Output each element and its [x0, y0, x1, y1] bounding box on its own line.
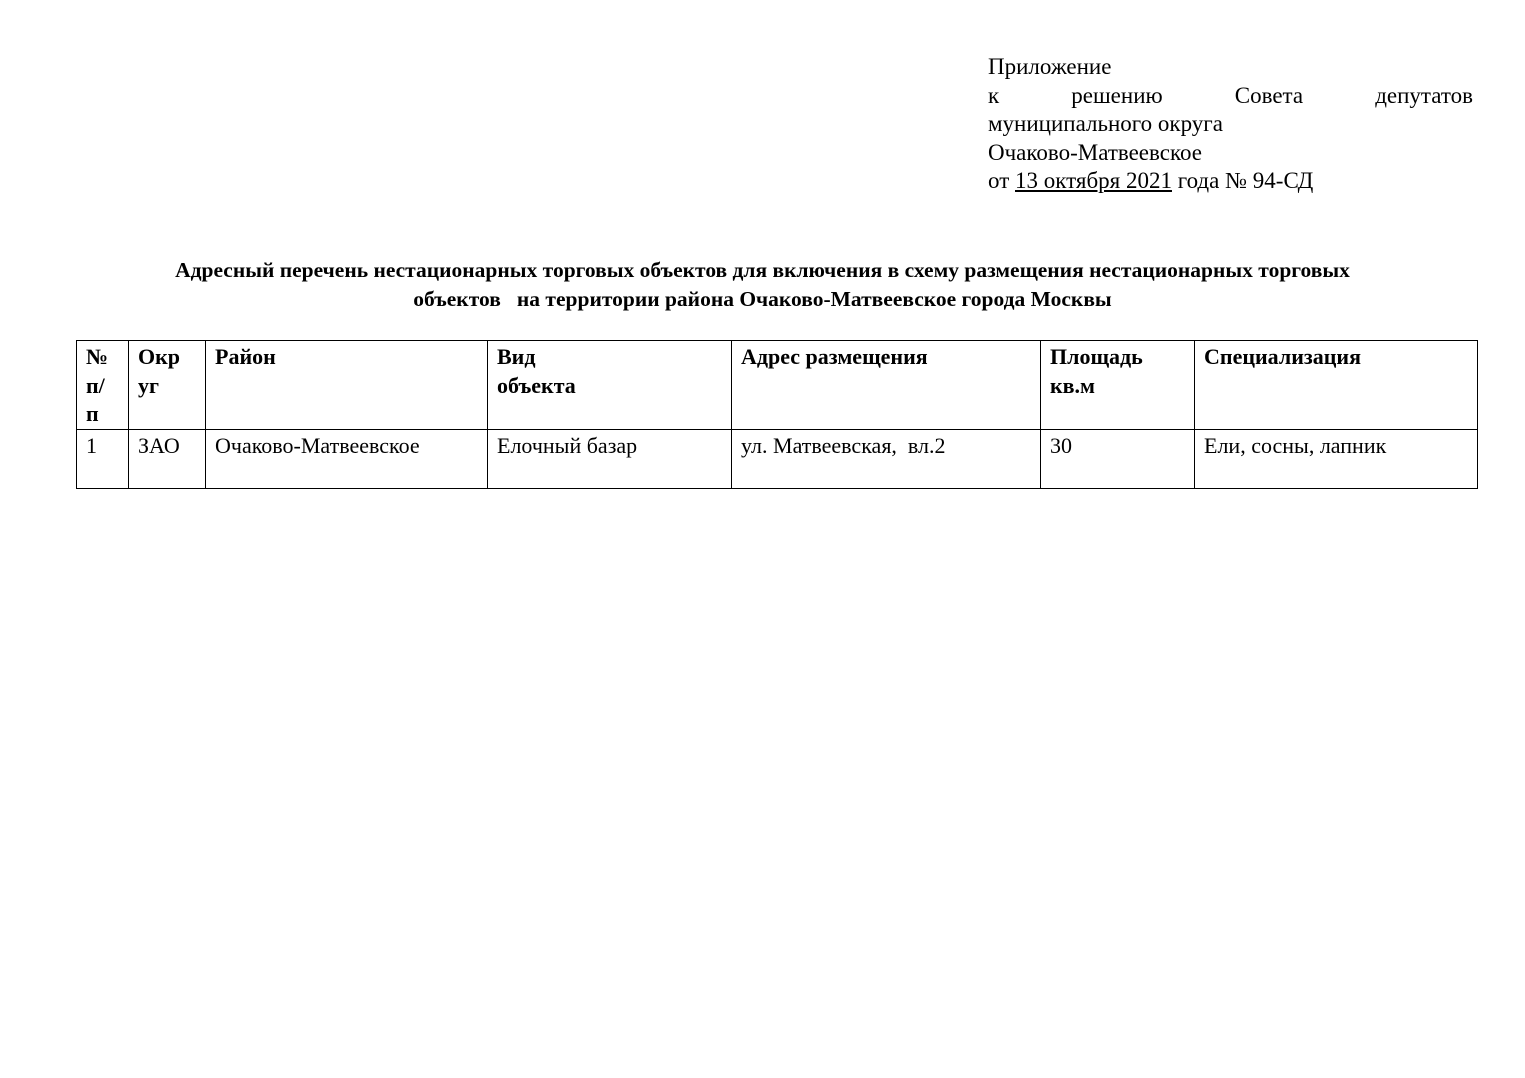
objects-table [76, 340, 1478, 489]
appendix-municipal-line: муниципального округа [988, 111, 1223, 136]
cell-specialization: Ели, сосны, лапник [1195, 429, 1478, 488]
appendix-word: депутатов [1375, 82, 1473, 108]
cell-object-type: Елочный базар [488, 429, 732, 488]
cell-number: 1 [77, 429, 129, 488]
appendix-date-line [988, 167, 1473, 196]
document-title-line-2: объектов на территории района Очаково-Матвеевское города Москвы [413, 287, 1112, 311]
header-rayon: Район [206, 341, 488, 430]
appendix-word: Совета [1234, 82, 1304, 108]
header-object-type: Вид объекта [488, 341, 732, 430]
header-number: № п/ п [77, 341, 129, 430]
header-area: Площадь кв.м [1041, 341, 1195, 430]
document-title [40, 256, 1485, 314]
cell-rayon: Очаково-Матвеевское [206, 429, 488, 488]
appendix-word: к [988, 82, 1000, 108]
appendix-block [988, 53, 1473, 196]
appendix-word: решению [1071, 82, 1163, 108]
header-okrug: Окр уг [129, 341, 206, 430]
table-header-row [77, 341, 1478, 430]
header-specialization: Специализация [1195, 341, 1478, 430]
appendix-decision-line [988, 82, 1473, 111]
document-title-line-1: Адресный перечень нестационарных торговых объектов для включения в схему размещения нестационарных торговых [175, 258, 1350, 282]
appendix-label: Приложение [988, 54, 1112, 79]
appendix-number: года № 94-СД [1171, 168, 1314, 193]
header-address: Адрес размещения [732, 341, 1041, 430]
appendix-district-line: Очаково-Матвеевское [988, 139, 1202, 165]
appendix-date-prefix: от [988, 168, 1015, 193]
cell-address: ул. Матвеевская, вл.2 [732, 429, 1041, 488]
table-row [77, 429, 1478, 488]
cell-area: 30 [1041, 429, 1195, 488]
cell-okrug: ЗАО [129, 429, 206, 488]
appendix-date: 13 октября 2021 [1015, 168, 1172, 193]
